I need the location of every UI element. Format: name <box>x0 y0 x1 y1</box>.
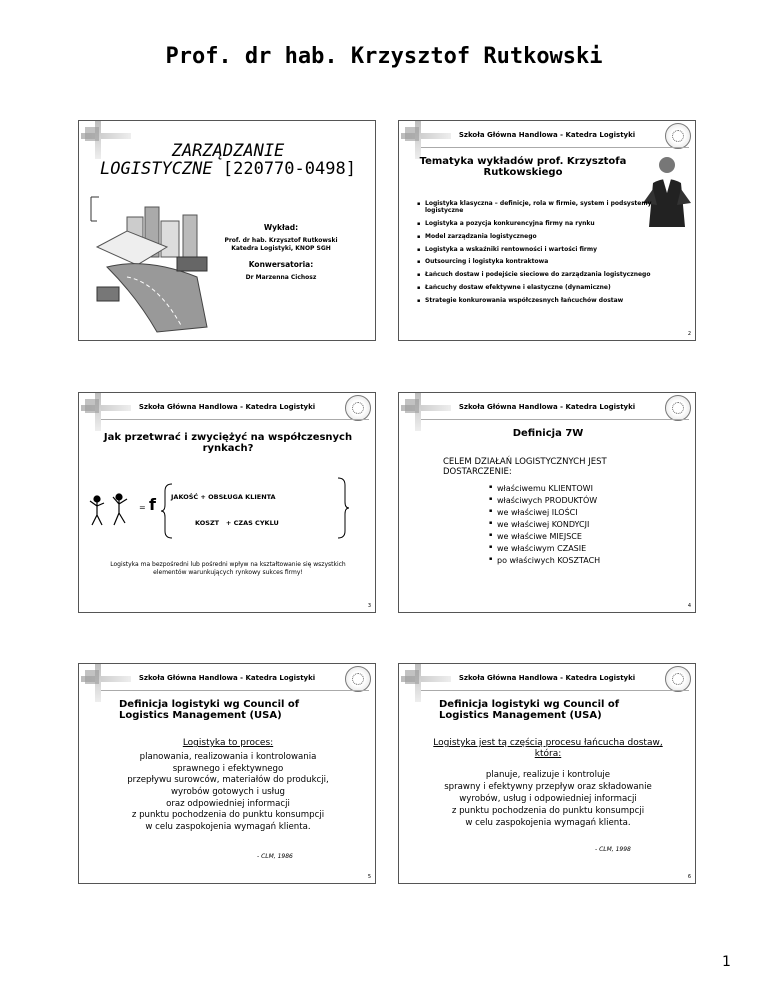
list-item: ▪ właściwych PRODUKTÓW <box>489 495 600 507</box>
body-line: sprawny i efektywny przepływ oraz składowanie <box>444 782 652 793</box>
slide5-body <box>79 752 376 834</box>
page-title: Prof. dr hab. Krzysztof Rutkowski <box>165 44 603 69</box>
body-line: wyrobów, usług i odpowiedniej informacji <box>459 794 637 805</box>
divider <box>101 419 369 420</box>
slide-2 <box>398 120 696 341</box>
list-item: ▪ Logistyka a pozycja konkurencyjna firmy na rynku <box>417 221 687 228</box>
body-line: z punktu pochodzenia do punktu konsumpcji <box>451 806 645 817</box>
slide6-body <box>399 769 696 829</box>
list-item: ▪ Łańcuchy dostaw efektywne i elastyczne (dynamiczne) <box>417 285 687 292</box>
page-number: 1 <box>722 954 731 970</box>
list-item: ▪ Łańcuch dostaw i podejście sieciowe do zarządzania logistycznego <box>417 272 687 279</box>
slide4-title: Definicja 7W <box>512 428 584 439</box>
slide-1 <box>78 120 376 341</box>
slide-number: 4 <box>687 603 691 609</box>
list-item: ▪ właściwemu KLIENTOWI <box>489 483 600 495</box>
slide4-intro: CELEM DZIAŁAŃ LOGISTYCZNYCH JEST DOSTARCZENIE: <box>443 457 607 478</box>
topics-list <box>417 201 687 305</box>
lecturer-affiliation: Katedra Logistyki, KNOP SGH <box>231 244 331 252</box>
slide-number: 6 <box>687 874 691 880</box>
slide-number: 2 <box>687 331 691 337</box>
lecturer-name: Prof. dr hab. Krzysztof Rutkowski <box>224 236 338 244</box>
body-line: wyrobów gotowych i usług <box>171 787 285 798</box>
body-line: oraz odpowiedniej informacji <box>166 798 290 809</box>
list-item: ▪ Logistyka a wskaźniki rentowności i wartości firmy <box>417 247 687 254</box>
formula-row-2: KOSZT + CZAS CYKLU <box>195 519 279 527</box>
list-item: ▪ we właściwej ILOŚCI <box>489 507 600 519</box>
slide-number: 3 <box>367 603 371 609</box>
slide3-note: Logistyka ma bezpośredni lub pośredni wpływ na kształtowanie się wszystkich elementów warunkujących rynkowy sukces firmy! <box>110 561 346 576</box>
slide5-title: Definicja logistyki wg Council of Logistics Management (USA) <box>119 699 300 721</box>
slide3-title: Jak przetwrać i zwyciężyć na współczesnych rynkach? <box>103 432 353 454</box>
divider <box>421 419 689 420</box>
dancing-figures-icon <box>87 491 137 531</box>
slide2-title: Tematyka wykładów prof. Krzysztofa Rutkowskiego <box>419 156 627 178</box>
slide-header: Szkoła Główna Handlowa - Katedra Logistyki <box>138 674 316 682</box>
divider <box>421 147 689 148</box>
divider <box>101 690 369 691</box>
university-seal-icon <box>345 666 371 692</box>
university-seal-icon <box>665 395 691 421</box>
function-f: f <box>149 495 156 514</box>
body-line: w celu zaspokojenia wymagań klienta. <box>145 822 311 833</box>
left-brace <box>161 483 173 539</box>
tutorial-label: Konwersatoria: <box>248 260 314 270</box>
list-item: ▪ Model zarządzania logistycznego <box>417 234 687 241</box>
list-item: ▪ Logistyka klasyczna – definicje, rola w firmie, system i podsystemy logistyczne <box>417 201 687 215</box>
slide-4 <box>398 392 696 613</box>
body-line: planowania, realizowania i kontrolowania <box>139 752 317 762</box>
body-line: planuje, realizuje i kontroluje <box>485 770 611 780</box>
tutor-name: Dr Marzenna Cichosz <box>245 274 317 282</box>
slide-header: Szkoła Główna Handlowa - Katedra Logistyki <box>458 403 636 411</box>
slide1-title-line1: ZARZĄDZANIE <box>171 141 285 161</box>
slide-3 <box>78 392 376 613</box>
list-item: ▪ Strategie konkurowania współczesnych łańcuchów dostaw <box>417 298 687 305</box>
university-seal-icon <box>665 123 691 149</box>
list-item: ▪ Outsourcing i logistyka kontraktowa <box>417 259 687 266</box>
slide5-lead: Logistyka to proces: <box>182 738 274 748</box>
university-seal-icon <box>665 666 691 692</box>
lecture-label: Wykład: <box>263 223 299 232</box>
list-item: ▪ po właściwych KOSZTACH <box>489 555 600 567</box>
right-brace <box>337 477 349 539</box>
formula-row-1: JAKOŚĆ + OBSŁUGA KLIENTA <box>171 493 276 501</box>
body-line: sprawnego i efektywnego <box>172 763 284 774</box>
equals-sign: = <box>139 503 146 512</box>
body-line: przepływu surowców, materiałów do produkcji, <box>127 775 329 786</box>
logistics-city-illustration <box>87 187 217 337</box>
slide-5 <box>78 663 376 884</box>
list-item: ▪ we właściwej KONDYCJI <box>489 519 600 531</box>
slide-decoration <box>78 392 133 437</box>
slide-6 <box>398 663 696 884</box>
slide6-lead: Logistyka jest tą częścią procesu łańcucha dostaw, która: <box>433 738 663 759</box>
divider <box>421 690 689 691</box>
slide-header: Szkoła Główna Handlowa - Katedra Logistyki <box>458 131 636 139</box>
slide-header: Szkoła Główna Handlowa - Katedra Logistyki <box>138 403 316 411</box>
university-seal-icon <box>345 395 371 421</box>
slide1-title-line2: LOGISTYCZNE <box>100 158 213 179</box>
slide5-source: - CLM, 1986 <box>257 853 293 860</box>
slide6-title: Definicja logistyki wg Council of Logistics Management (USA) <box>439 699 620 721</box>
seven-w-list <box>489 483 600 567</box>
list-item: ▪ we właściwym CZASIE <box>489 543 600 555</box>
list-item: ▪ we właściwe MIEJSCE <box>489 531 600 543</box>
body-line: w celu zaspokojenia wymagań klienta. <box>465 818 631 829</box>
slide-header: Szkoła Główna Handlowa - Katedra Logistyki <box>458 674 636 682</box>
body-line: z punktu pochodzenia do punktu konsumpcji <box>131 810 325 821</box>
slide6-source: - CLM, 1998 <box>595 846 631 853</box>
slide1-course-code: [220770-0498] <box>212 158 356 179</box>
slide-number: 5 <box>367 874 371 880</box>
